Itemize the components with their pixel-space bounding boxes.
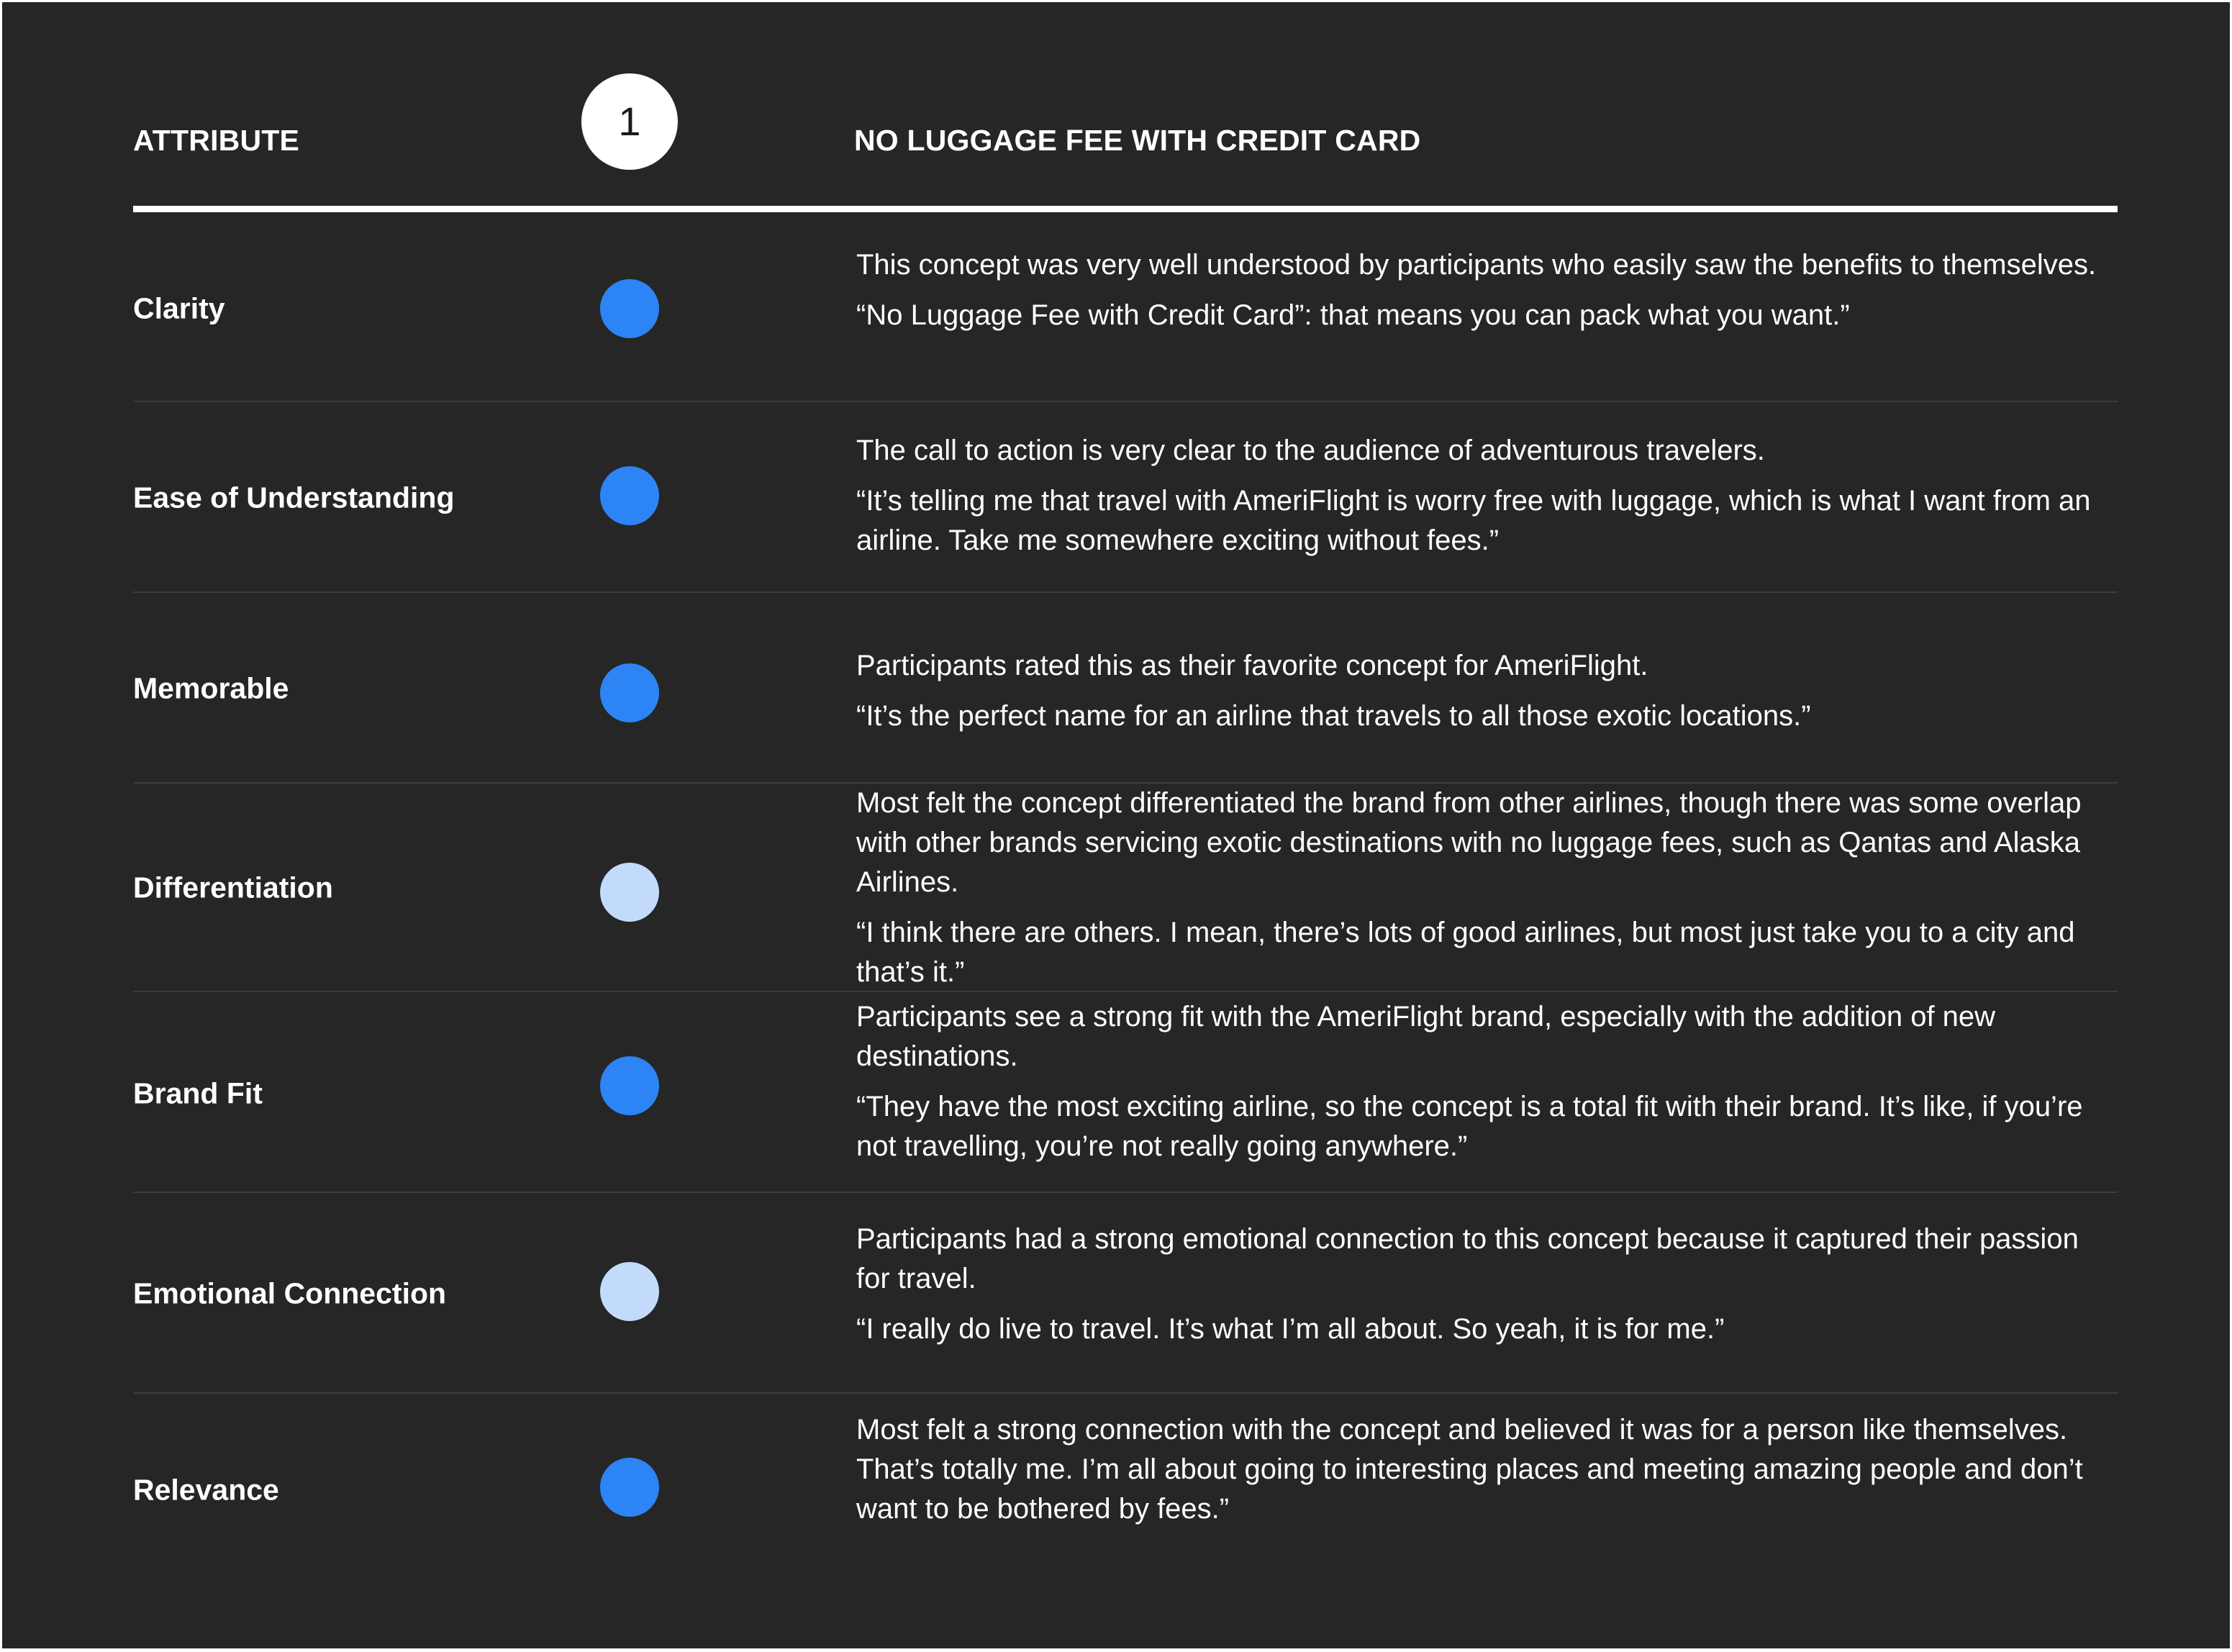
row-quote: “They have the most exciting airline, so the concept is a total fit with their brand. It’s like, if you’re not travelling, you’re not really going anywhere.” xyxy=(856,1091,2083,1162)
rating-dot xyxy=(600,863,659,922)
table-row-clarity xyxy=(133,212,2118,402)
row-description xyxy=(856,431,2101,560)
attribute-label: Clarity xyxy=(133,291,225,325)
table-row-memorable xyxy=(133,593,2118,784)
attribute-label: Brand Fit xyxy=(133,1076,263,1110)
row-quote: “It’s telling me that travel with AmeriFlight is worry free with luggage, which is what I want from an airline. Take me somewhere exciting without fees.” xyxy=(856,485,2091,556)
table-row-brand-fit xyxy=(133,992,2118,1193)
table-row-relevance xyxy=(133,1394,2118,1574)
row-summary: Participants see a strong fit with the AmeriFlight brand, especially with the addition of new destinations. xyxy=(856,1001,1996,1072)
table-row-ease-of-understanding xyxy=(133,402,2118,593)
attribute-label: Emotional Connection xyxy=(133,1276,447,1310)
row-quote: “No Luggage Fee with Credit Card”: that means you can pack what you want.” xyxy=(856,299,1850,331)
row-summary: This concept was very well understood by participants who easily saw the benefits to themselves. xyxy=(856,249,2097,281)
rating-dot xyxy=(600,466,659,525)
concept-column-header: NO LUGGAGE FEE WITH CREDIT CARD xyxy=(854,124,1421,157)
row-summary: Most felt a strong connection with the concept and believed it was for a person like themselves. xyxy=(856,1414,2068,1446)
row-summary: The call to action is very clear to the audience of adventurous travelers. xyxy=(856,435,1765,466)
row-summary: Participants had a strong emotional connection to this concept because it captured their passion for travel. xyxy=(856,1223,2079,1294)
row-quote: That’s totally me. I’m all about going to interesting places and meeting amazing people and don’t want to be bothered by fees.” xyxy=(856,1453,2083,1525)
row-summary: Most felt the concept differentiated the brand from other airlines, though there was some overlap with other brands servicing exotic destinations with no luggage fees, such as Qantas and Alaska Airlines. xyxy=(856,787,2082,898)
rating-dot xyxy=(600,1262,659,1321)
rating-dot xyxy=(600,663,659,722)
row-summary: Participants rated this as their favorite concept for AmeriFlight. xyxy=(856,650,1648,681)
row-description xyxy=(856,784,2101,992)
attribute-label: Memorable xyxy=(133,671,289,705)
attribute-label: Relevance xyxy=(133,1473,279,1507)
rating-dot xyxy=(600,279,659,338)
row-quote: “I really do live to travel. It’s what I’m all about. So yeah, it is for me.” xyxy=(856,1313,1725,1345)
row-description xyxy=(856,245,2101,335)
row-description xyxy=(856,646,2101,736)
header-divider xyxy=(133,206,2118,212)
row-quote: “I think there are others. I mean, there’s lots of good airlines, but most just take you to a city and that’s it.” xyxy=(856,917,2075,988)
table-row-emotional-connection xyxy=(133,1193,2118,1394)
row-description xyxy=(856,1410,2101,1529)
row-description xyxy=(856,997,2101,1166)
row-description xyxy=(856,1220,2101,1349)
attribute-label: Ease of Understanding xyxy=(133,481,455,514)
row-quote: “It’s the perfect name for an airline that travels to all those exotic locations.” xyxy=(856,700,1811,732)
concept-number-badge: 1 xyxy=(581,73,678,170)
attribute-label: Differentiation xyxy=(133,871,333,904)
table-header xyxy=(133,65,2118,209)
rating-dot xyxy=(600,1458,659,1517)
attribute-column-header: ATTRIBUTE xyxy=(133,124,300,157)
table-row-differentiation xyxy=(133,784,2118,992)
rating-dot xyxy=(600,1056,659,1115)
